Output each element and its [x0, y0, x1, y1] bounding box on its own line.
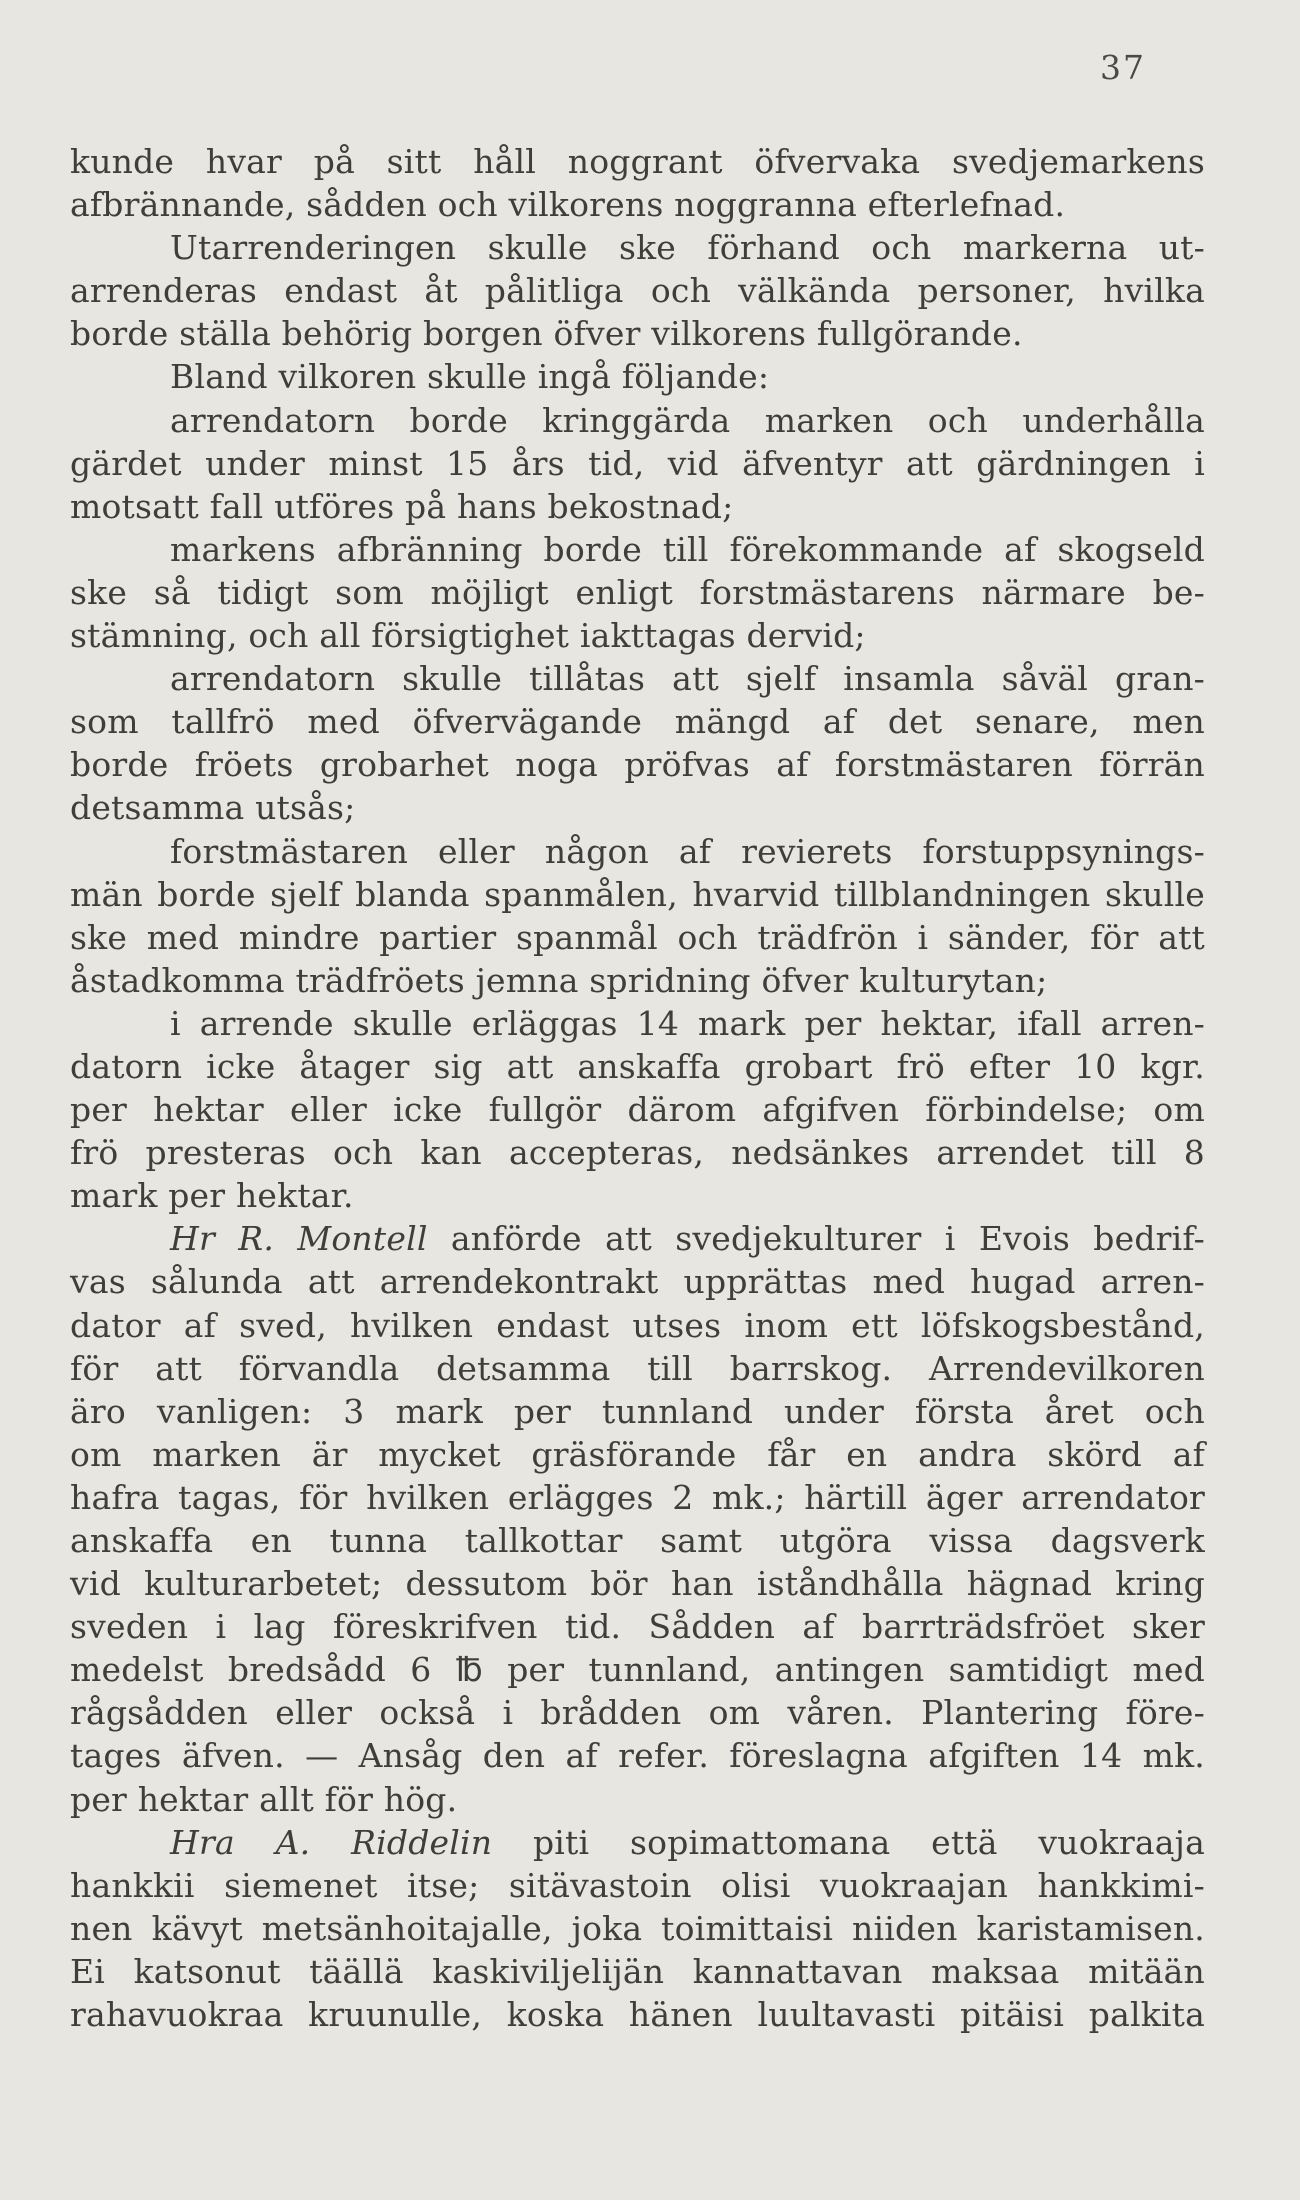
text-line: borde ställa behörig borgen öfver vilkorens fullgörande. [70, 314, 1023, 354]
text-line: Hra A. Riddelin piti sopimattomana että vuokraaja [170, 1822, 1205, 1862]
text-line: för att förvandla detsamma till barrskog. Arrendevilkoren [70, 1348, 1205, 1388]
text-line: män borde sjelf blanda spanmålen, hvarvid tillblandningen skulle [70, 874, 1205, 914]
text-line: rahavuokraa kruunulle, koska hänen luultavasti pitäisi palkita [70, 1995, 1205, 2035]
text-line: gärdet under minst 15 års tid, vid äfventyr att gärdningen i [70, 443, 1205, 483]
text-line: motsatt fall utföres på hans bekostnad; [70, 486, 734, 526]
text-line: Bland vilkoren skulle ingå följande: [170, 357, 770, 397]
speaker-name: Hr R. Montell [170, 1219, 428, 1259]
text-line: som tallfrö med öfvervägande mängd af det senare, men [70, 702, 1205, 742]
speaker-name: Hra A. Riddelin [170, 1822, 493, 1862]
text-line: Ei katsonut täällä kaskiviljelijän kannattavan maksaa mitään [70, 1951, 1205, 1991]
text-line: arrenderas endast åt pålitliga och välkända personer, hvilka [70, 271, 1205, 311]
text-line: detsamma utsås; [70, 788, 356, 828]
text-line: ske så tidigt som möjligt enligt forstmästarens närmare be- [70, 572, 1205, 612]
text-line: tages äfven. — Ansåg den af refer. föreslagna afgiften 14 mk. [70, 1736, 1205, 1776]
text-line: Hr R. Montell anförde att svedjekulturer i Evois bedrif- [170, 1219, 1205, 1259]
text-line: Utarrenderingen skulle ske förhand och markerna ut- [170, 228, 1205, 268]
text-line: per hektar eller icke fullgör därom afgifven förbindelse; om [70, 1090, 1205, 1130]
text-line: sveden i lag föreskrifven tid. Sådden af barrträdsfröet sker [70, 1607, 1205, 1647]
text-line: vid kulturarbetet; dessutom bör han iståndhålla hägnad kring [70, 1564, 1205, 1604]
text-line: kunde hvar på sitt håll noggrant öfvervaka svedjemarkens [70, 142, 1205, 181]
text-line: anskaffa en tunna tallkottar samt utgöra vissa dagsverk [70, 1521, 1205, 1560]
text-line: ske med mindre partier spanmål och trädfrön i sänder, för att [70, 917, 1205, 957]
text-line: borde fröets grobarhet noga pröfvas af forstmästaren förrän [70, 745, 1205, 785]
text-line: arrendatorn borde kringgärda marken och underhålla [170, 400, 1205, 440]
text-line: arrendatorn skulle tillåtas att sjelf insamla såväl gran- [170, 659, 1205, 699]
text-line: om marken är mycket gräsförande får en andra skörd af [70, 1434, 1205, 1474]
text-line: frö presteras och kan accepteras, nedsänkes arrendet till 8 [70, 1133, 1205, 1173]
text-line: mark per hektar. [70, 1176, 354, 1216]
text-line: vas sålunda att arrendekontrakt upprättas med hugad arren- [70, 1262, 1205, 1302]
text-line: äro vanligen: 3 mark per tunnland under första året och [70, 1391, 1205, 1431]
text-line: medelst bredsådd 6 ℔ per tunnland, antingen samtidigt med [70, 1650, 1205, 1690]
text-line: hankkii siemenet itse; sitävastoin olisi vuokraajan hankkimi- [70, 1865, 1205, 1905]
text-line: per hektar allt för hög. [70, 1779, 458, 1819]
text-line: dator af sved, hvilken endast utses inom ett löfskogsbestånd, [70, 1305, 1205, 1345]
text-line: markens afbränning borde till förekommande af skogseld [170, 529, 1205, 569]
page-number: 37 [1100, 48, 1146, 87]
text-line: i arrende skulle erläggas 14 mark per hektar, ifall arren- [170, 1003, 1205, 1043]
text-line: hafra tagas, för hvilken erlägges 2 mk.; härtill äger arrendator [70, 1477, 1205, 1517]
text-line: åstadkomma trädfröets jemna spridning öfver kulturytan; [70, 960, 1048, 1000]
body-text [70, 140, 1205, 2036]
text-line: forstmästaren eller någon af revierets forstuppsynings- [170, 831, 1205, 871]
text-line: afbrännande, sådden och vilkorens noggranna efterlefnad. [70, 185, 1066, 225]
text-line: rågsådden eller också i brådden om våren. Plantering före- [70, 1693, 1205, 1733]
text-line: stämning, och all försigtighet iakttagas dervid; [70, 616, 866, 656]
text-line: datorn icke åtager sig att anskaffa grobart frö efter 10 kgr. [70, 1046, 1205, 1086]
text-line: nen kävyt metsänhoitajalle, joka toimittaisi niiden karistamisen. [70, 1908, 1205, 1948]
